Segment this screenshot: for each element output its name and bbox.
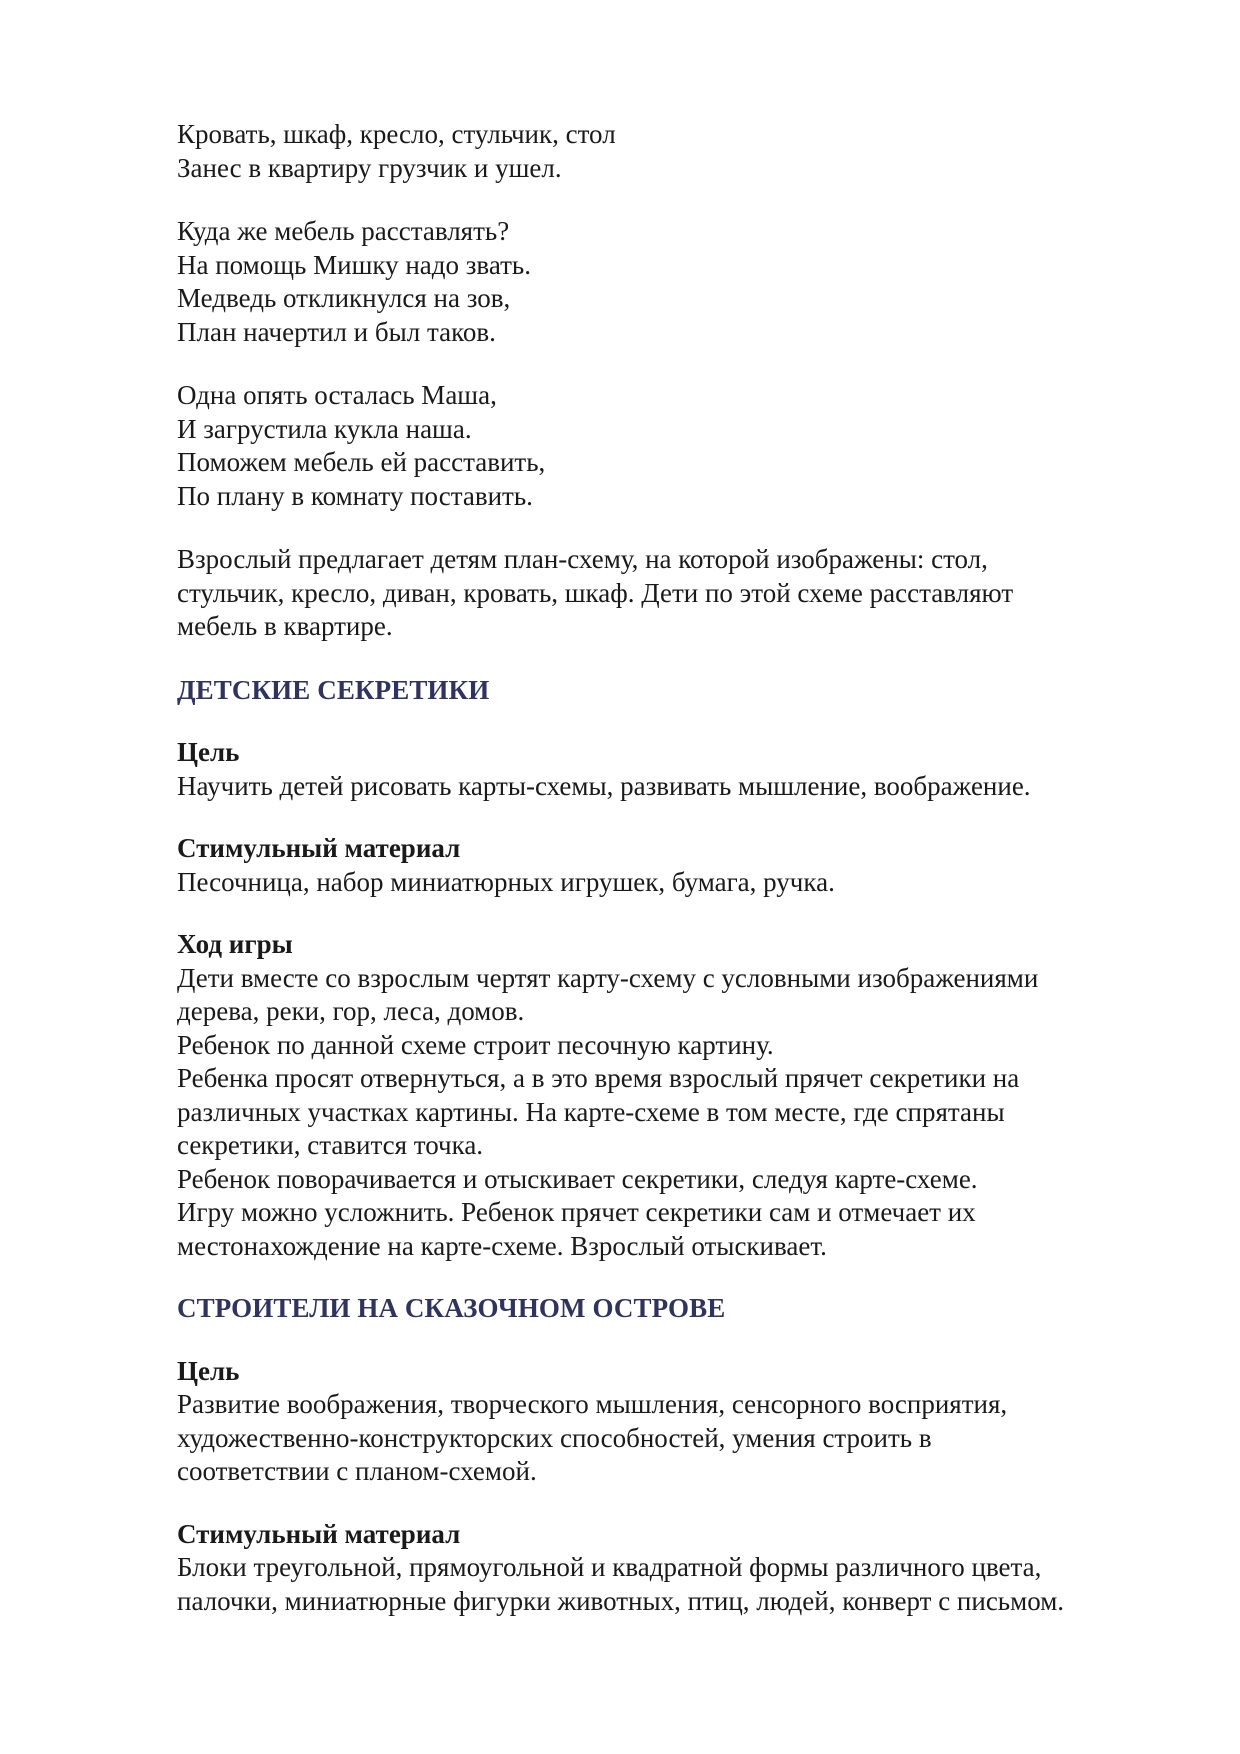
- goal-label: Цель: [177, 737, 240, 767]
- process-line: Ребенок поворачивается и отыскивает секретики, следуя карте-схеме.: [177, 1163, 978, 1194]
- goal-text: Развитие воображения, творческого мышления, сенсорного восприятия,: [177, 1389, 1008, 1419]
- goal-text: соответствии с планом-схемой.: [177, 1456, 537, 1486]
- poem-line: И загрустила кукла наша.: [177, 413, 472, 444]
- poem-stanza: [177, 215, 1177, 349]
- section1-goal: [177, 736, 1177, 803]
- material-text: палочки, миниатюрные фигурки животных, птиц, людей, конверт с письмом.: [177, 1585, 1065, 1616]
- poem-line: Кровать, шкаф, кресло, стульчик, стол: [177, 119, 616, 149]
- document-page: [177, 118, 1177, 1647]
- poem-line: На помощь Мишку надо звать.: [177, 249, 531, 280]
- poem-line: Поможем мебель ей расставить,: [177, 447, 546, 477]
- intro-paragraph: [177, 543, 1177, 644]
- material-label: Стимульный материал: [177, 1518, 461, 1549]
- paragraph-line: Взрослый предлагает детям план-схему, на которой изображены: стол,: [177, 544, 988, 574]
- process-line: секретики, ставится точка.: [177, 1130, 484, 1160]
- poem-line: Одна опять осталась Маша,: [177, 380, 497, 410]
- poem-line: Медведь откликнулся на зов,: [177, 283, 511, 313]
- process-label: Ход игры: [177, 929, 293, 959]
- process-line: Дети вместе со взрослым чертят карту-схему с условными изображениями: [177, 962, 1039, 993]
- poem-stanza: [177, 379, 1177, 513]
- section-title-secrets: ДЕТСКИЕ СЕКРЕТИКИ: [177, 674, 490, 705]
- section1-material: [177, 832, 1177, 899]
- section2-goal: [177, 1355, 1177, 1489]
- paragraph-line: стульчик, кресло, диван, кровать, шкаф. Дети по этой схеме расставляют: [177, 577, 1014, 608]
- process-line: различных участках картины. На карте-схеме в том месте, где спрятаны: [177, 1096, 1005, 1127]
- goal-text: художественно-конструкторских способностей, умения строить в: [177, 1422, 932, 1453]
- process-line: местонахождение на карте-схеме. Взрослый отыскивает.: [177, 1230, 827, 1261]
- process-line: Ребенок по данной схеме строит песочную картину.: [177, 1029, 774, 1060]
- process-line: дерева, реки, гор, леса, домов.: [177, 996, 525, 1026]
- poem-line: План начертил и был таков.: [177, 316, 496, 347]
- poem-stanza: [177, 118, 1177, 185]
- material-text: Блоки треугольной, прямоугольной и квадратной формы различного цвета,: [177, 1552, 1042, 1582]
- poem-line: По плану в комнату поставить.: [177, 480, 533, 511]
- paragraph-line: мебель в квартире.: [177, 611, 393, 641]
- poem-line: Куда же мебель расставлять?: [177, 216, 510, 246]
- poem-line: Занес в квартиру грузчик и ушел.: [177, 152, 562, 183]
- material-text: Песочница, набор миниатюрных игрушек, бумага, ручка.: [177, 866, 835, 897]
- section-title-builders: СТРОИТЕЛИ НА СКАЗОЧНОМ ОСТРОВЕ: [177, 1293, 726, 1323]
- goal-label: Цель: [177, 1355, 240, 1386]
- section2-material: [177, 1518, 1177, 1619]
- material-label: Стимульный материал: [177, 833, 461, 863]
- process-line: Ребенка просят отвернуться, а в это время взрослый прячет секретики на: [177, 1063, 1020, 1093]
- process-line: Игру можно усложнить. Ребенок прячет секретики сам и отмечает их: [177, 1197, 976, 1227]
- section1-process: [177, 928, 1177, 1263]
- goal-text: Научить детей рисовать карты-схемы, развивать мышление, воображение.: [177, 770, 1031, 801]
